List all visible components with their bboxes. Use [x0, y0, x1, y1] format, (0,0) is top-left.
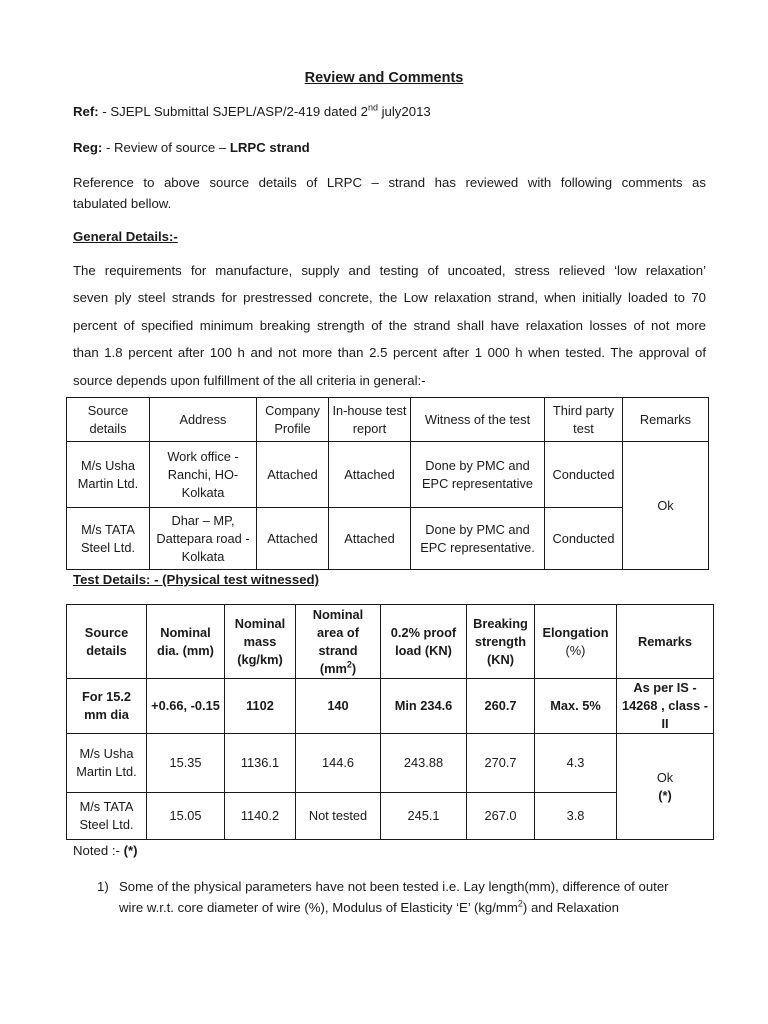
cell-elongation: Max. 5% [535, 679, 617, 734]
reference-paragraph-line1: Reference to above source details of LRPC – strand has reviewed with following comments as [73, 175, 706, 190]
header-witness-of-test: Witness of the test [411, 398, 545, 442]
header-nominal-area-text: Nominal area of strand (mm [312, 606, 364, 676]
cell-inhouse: Attached [329, 442, 411, 508]
header-third-party-test: Third party test [545, 398, 623, 442]
reg-label: Reg: [73, 140, 103, 155]
ref-sup: nd [367, 102, 378, 113]
ref-label: Ref: [73, 104, 99, 119]
header-source-details: Source details [67, 605, 147, 679]
header-remarks: Remarks [617, 605, 714, 679]
ref-text: - SJEPL Submittal SJEPL/ASP/2-419 dated 2 [98, 104, 368, 119]
cell-source: M/s TATA Steel Ltd. [67, 793, 147, 840]
table-row [67, 734, 714, 793]
cell-company-profile: Attached [257, 508, 329, 570]
note-text [119, 876, 719, 918]
note-line2-sup: 2 [517, 898, 523, 909]
header-elongation [535, 605, 617, 679]
physical-test-table [66, 604, 714, 840]
cell-address: Dhar – MP, Dattepara road - Kolkata [150, 508, 257, 570]
note-line2-end: ) and Relaxation [522, 900, 619, 915]
cell-remarks-merged: Ok [623, 442, 709, 570]
cell-witness: Done by PMC and EPC representative [411, 442, 545, 508]
cell-inhouse: Attached [329, 508, 411, 570]
noted-line [73, 843, 706, 858]
source-review-table [66, 397, 709, 570]
cell-mass: 1136.1 [225, 734, 296, 793]
reference-paragraph-line2: tabulated bellow. [73, 196, 172, 211]
cell-dia: 15.05 [147, 793, 225, 840]
header-nominal-area [296, 605, 381, 679]
note-line2-text: wire w.r.t. core diameter of wire (%), Modulus of Elasticity ‘E’ (kg/mm [119, 900, 518, 915]
cell-source: M/s TATA Steel Ltd. [67, 508, 150, 570]
general-paragraph-line2: seven ply steel strands for prestressed concrete, the Low relaxation strand, when initially loaded to 70 [73, 290, 706, 305]
remarks-marker: (*) [658, 787, 672, 803]
general-paragraph-line5: source depends upon fulfillment of the all criteria in general:- [73, 373, 426, 388]
header-nominal-mass: Nominal mass (kg/km) [225, 605, 296, 679]
header-nominal-dia: Nominal dia. (mm) [147, 605, 225, 679]
noted-marker: (*) [123, 843, 138, 858]
cell-source: M/s Usha Martin Ltd. [67, 442, 150, 508]
reg-subject: LRPC strand [229, 140, 310, 155]
general-paragraph-line3: percent of specified minimum breaking strength of the strand shall have relaxation losses of not more [73, 318, 706, 333]
cell-breaking: 270.7 [467, 734, 535, 793]
header-proof-load: 0.2% proof load (KN) [381, 605, 467, 679]
table-header-row [67, 398, 709, 442]
cell-proof: 245.1 [381, 793, 467, 840]
cell-dia: 15.35 [147, 734, 225, 793]
general-details-heading: General Details:- [73, 229, 178, 244]
cell-company-profile: Attached [257, 442, 329, 508]
cell-third-party: Conducted [545, 442, 623, 508]
document-title: Review and Comments [304, 70, 464, 86]
ref-date: july2013 [377, 104, 431, 119]
header-nominal-area-close: ) [351, 660, 357, 676]
table-row [67, 508, 709, 570]
cell-remarks-merged [617, 734, 714, 840]
cell-third-party: Conducted [545, 508, 623, 570]
header-remarks: Remarks [623, 398, 709, 442]
cell-area: 140 [296, 679, 381, 734]
cell-source: M/s Usha Martin Ltd. [67, 734, 147, 793]
cell-dia: +0.66, -0.15 [147, 679, 225, 734]
table-row [67, 793, 714, 840]
noted-label: Noted :- [73, 843, 124, 858]
spec-row [67, 679, 714, 734]
note-line2 [119, 897, 719, 918]
header-source-details: Source details [67, 398, 150, 442]
general-paragraph-line1: The requirements for manufacture, supply and testing of uncoated, stress relieved ‘low relaxation’ [73, 263, 706, 278]
cell-breaking: 260.7 [467, 679, 535, 734]
header-inhouse-test-report: In-house test report [329, 398, 411, 442]
header-nominal-area-sup: 2 [346, 659, 352, 670]
note-number: 1) [97, 879, 109, 894]
reg-line [73, 140, 706, 155]
cell-address: Work office - Ranchi, HO- Kolkata [150, 442, 257, 508]
ref-line [73, 104, 706, 119]
cell-source: For 15.2 mm dia [67, 679, 147, 734]
note-line1: Some of the physical parameters have not been tested i.e. Lay length(mm), difference of outer [119, 879, 669, 894]
test-details-heading: Test Details: - (Physical test witnessed) [73, 572, 319, 587]
cell-area: 144.6 [296, 734, 381, 793]
cell-mass: 1102 [225, 679, 296, 734]
cell-elongation: 3.8 [535, 793, 617, 840]
cell-witness: Done by PMC and EPC representative. [411, 508, 545, 570]
remarks-ok: Ok [656, 769, 674, 785]
table-row [67, 442, 709, 508]
header-address: Address [150, 398, 257, 442]
reg-text: - Review of source – [102, 140, 230, 155]
cell-proof: 243.88 [381, 734, 467, 793]
header-elongation-label: Elongation [542, 624, 609, 640]
cell-proof: Min 234.6 [381, 679, 467, 734]
header-breaking-strength: Breaking strength (KN) [467, 605, 535, 679]
table-header-row [67, 605, 714, 679]
header-elongation-unit: (%) [565, 642, 586, 658]
cell-area: Not tested [296, 793, 381, 840]
cell-mass: 1140.2 [225, 793, 296, 840]
cell-elongation: 4.3 [535, 734, 617, 793]
cell-remarks: As per IS - 14268 , class -II [617, 679, 714, 734]
general-paragraph-line4: than 1.8 percent after 100 h and not more than 2.5 percent after 1 000 h when tested. The approval of [73, 345, 706, 360]
cell-breaking: 267.0 [467, 793, 535, 840]
header-company-profile: Company Profile [257, 398, 329, 442]
